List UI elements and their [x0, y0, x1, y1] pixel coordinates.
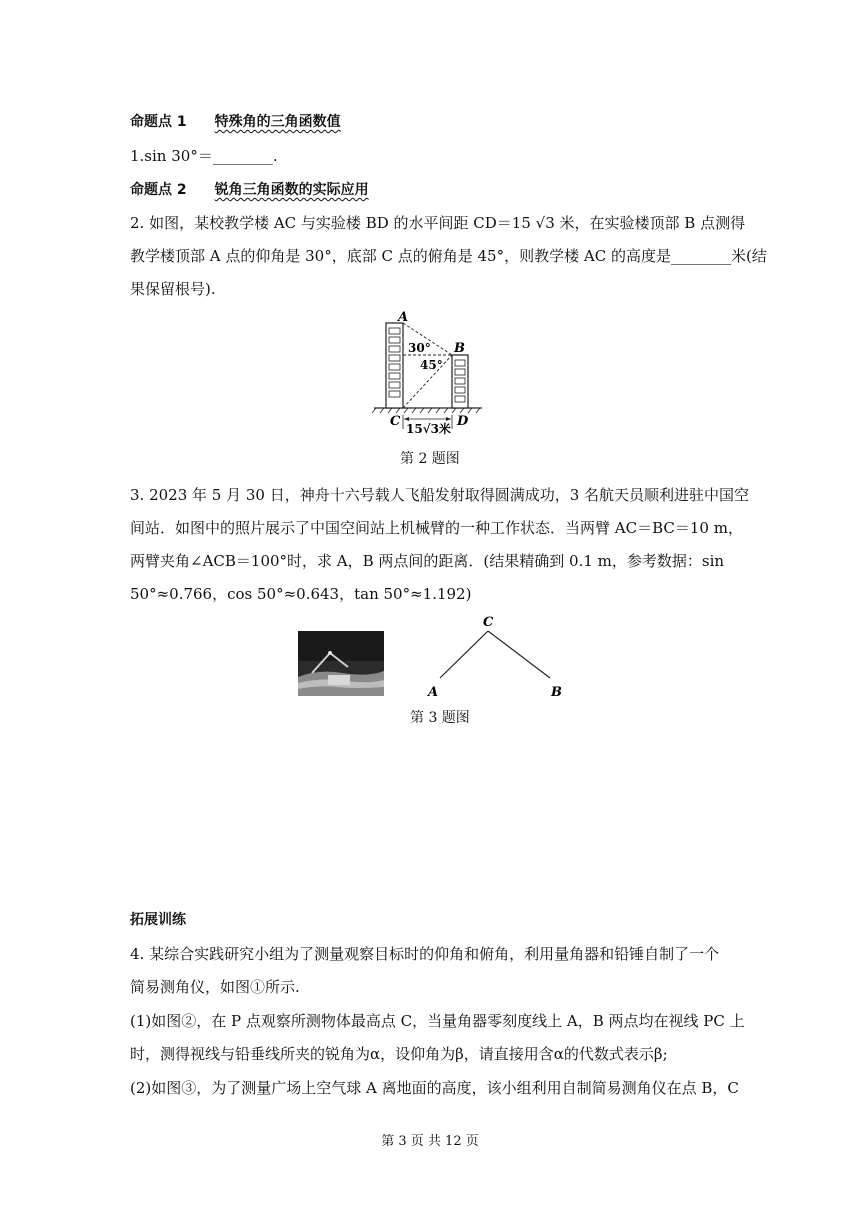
section-heading-2: [130, 180, 369, 200]
angle-label-45: 45°: [420, 358, 443, 372]
arm-ac: [440, 631, 488, 678]
point-label-a: A: [428, 685, 439, 700]
question-3-line-2: 间站．如图中的照片展示了中国空间站上机械臂的一种工作状态．当两臂 AC＝BC＝10 m，: [130, 519, 743, 537]
question-2-line-1: 2. 如图，某校教学楼 AC 与实验楼 BD 的水平间距 CD＝15 √3 米，在实验楼顶部 B 点测得: [130, 214, 746, 232]
question-3-line-3: 两臂夹角∠ACB＝100°时，求 A，B 两点间的距离．(结果精确到 0.1 m，参考数据：sin: [130, 552, 725, 570]
question-4-line-1: 4. 某综合实践研究小组为了测量观察目标时的仰角和俯角，利用量角器和铅锤自制了一个: [130, 945, 720, 963]
question-1: 1.sin 30°＝________.: [130, 147, 278, 165]
question-2-line-3: 果保留根号).: [130, 280, 216, 298]
page-number: 第 3 页 共 12 页: [381, 1134, 479, 1149]
section-title: 特殊角的三角函数值: [214, 114, 341, 130]
figure-3-caption: 第 3 题图: [410, 710, 470, 726]
distance-label: 15√3米: [406, 422, 451, 436]
point-label-b: B: [551, 685, 562, 700]
section-heading-3: 拓展训练: [130, 912, 186, 928]
point-label-b: B: [454, 341, 465, 356]
question-3-line-1: 3. 2023 年 5 月 30 日，神舟十六号载人飞船发射取得圆满成功，3 名航天员顺利进驻中国空: [130, 486, 750, 504]
question-3-line-4: 50°≈0.766，cos 50°≈0.643，tan 50°≈1.192): [130, 585, 472, 603]
question-4-line-5: (2)如图③，为了测量广场上空气球 A 离地面的高度，该小组利用自制简易测角仪在点 B，C: [130, 1079, 739, 1097]
question-4-line-4: 时，测得视线与铅垂线所夹的锐角为α，设仰角为β，请直接用含α的代数式表示β;: [130, 1045, 668, 1063]
point-label-d: D: [457, 414, 469, 429]
question-4-line-3: (1)如图②，在 P 点观察所测物体最高点 C，当量角器零刻度线上 A，B 两点均在视线 PC 上: [130, 1012, 745, 1030]
section-title: 锐角三角函数的实际应用: [214, 182, 369, 198]
arm-bc: [488, 631, 550, 678]
question-2-figure: [370, 305, 490, 440]
angle-label-30: 30°: [408, 341, 431, 355]
point-label-a: A: [398, 310, 409, 325]
section-heading-1: [130, 112, 341, 132]
question-3-figure: [420, 610, 580, 705]
point-label-c: C: [390, 414, 401, 429]
question-2-line-2: 教学楼顶部 A 点的仰角是 30°，底部 C 点的俯角是 45°，则教学楼 AC 的高度是________米(结: [130, 247, 767, 265]
section-label: 命题点 1: [130, 114, 187, 130]
space-station-photo: [298, 631, 384, 696]
section-label: 命题点 2: [130, 182, 187, 198]
figure-2-caption: 第 2 题图: [400, 451, 460, 467]
point-label-c: C: [483, 615, 494, 630]
question-4-line-2: 简易测角仪，如图①所示.: [130, 978, 300, 996]
